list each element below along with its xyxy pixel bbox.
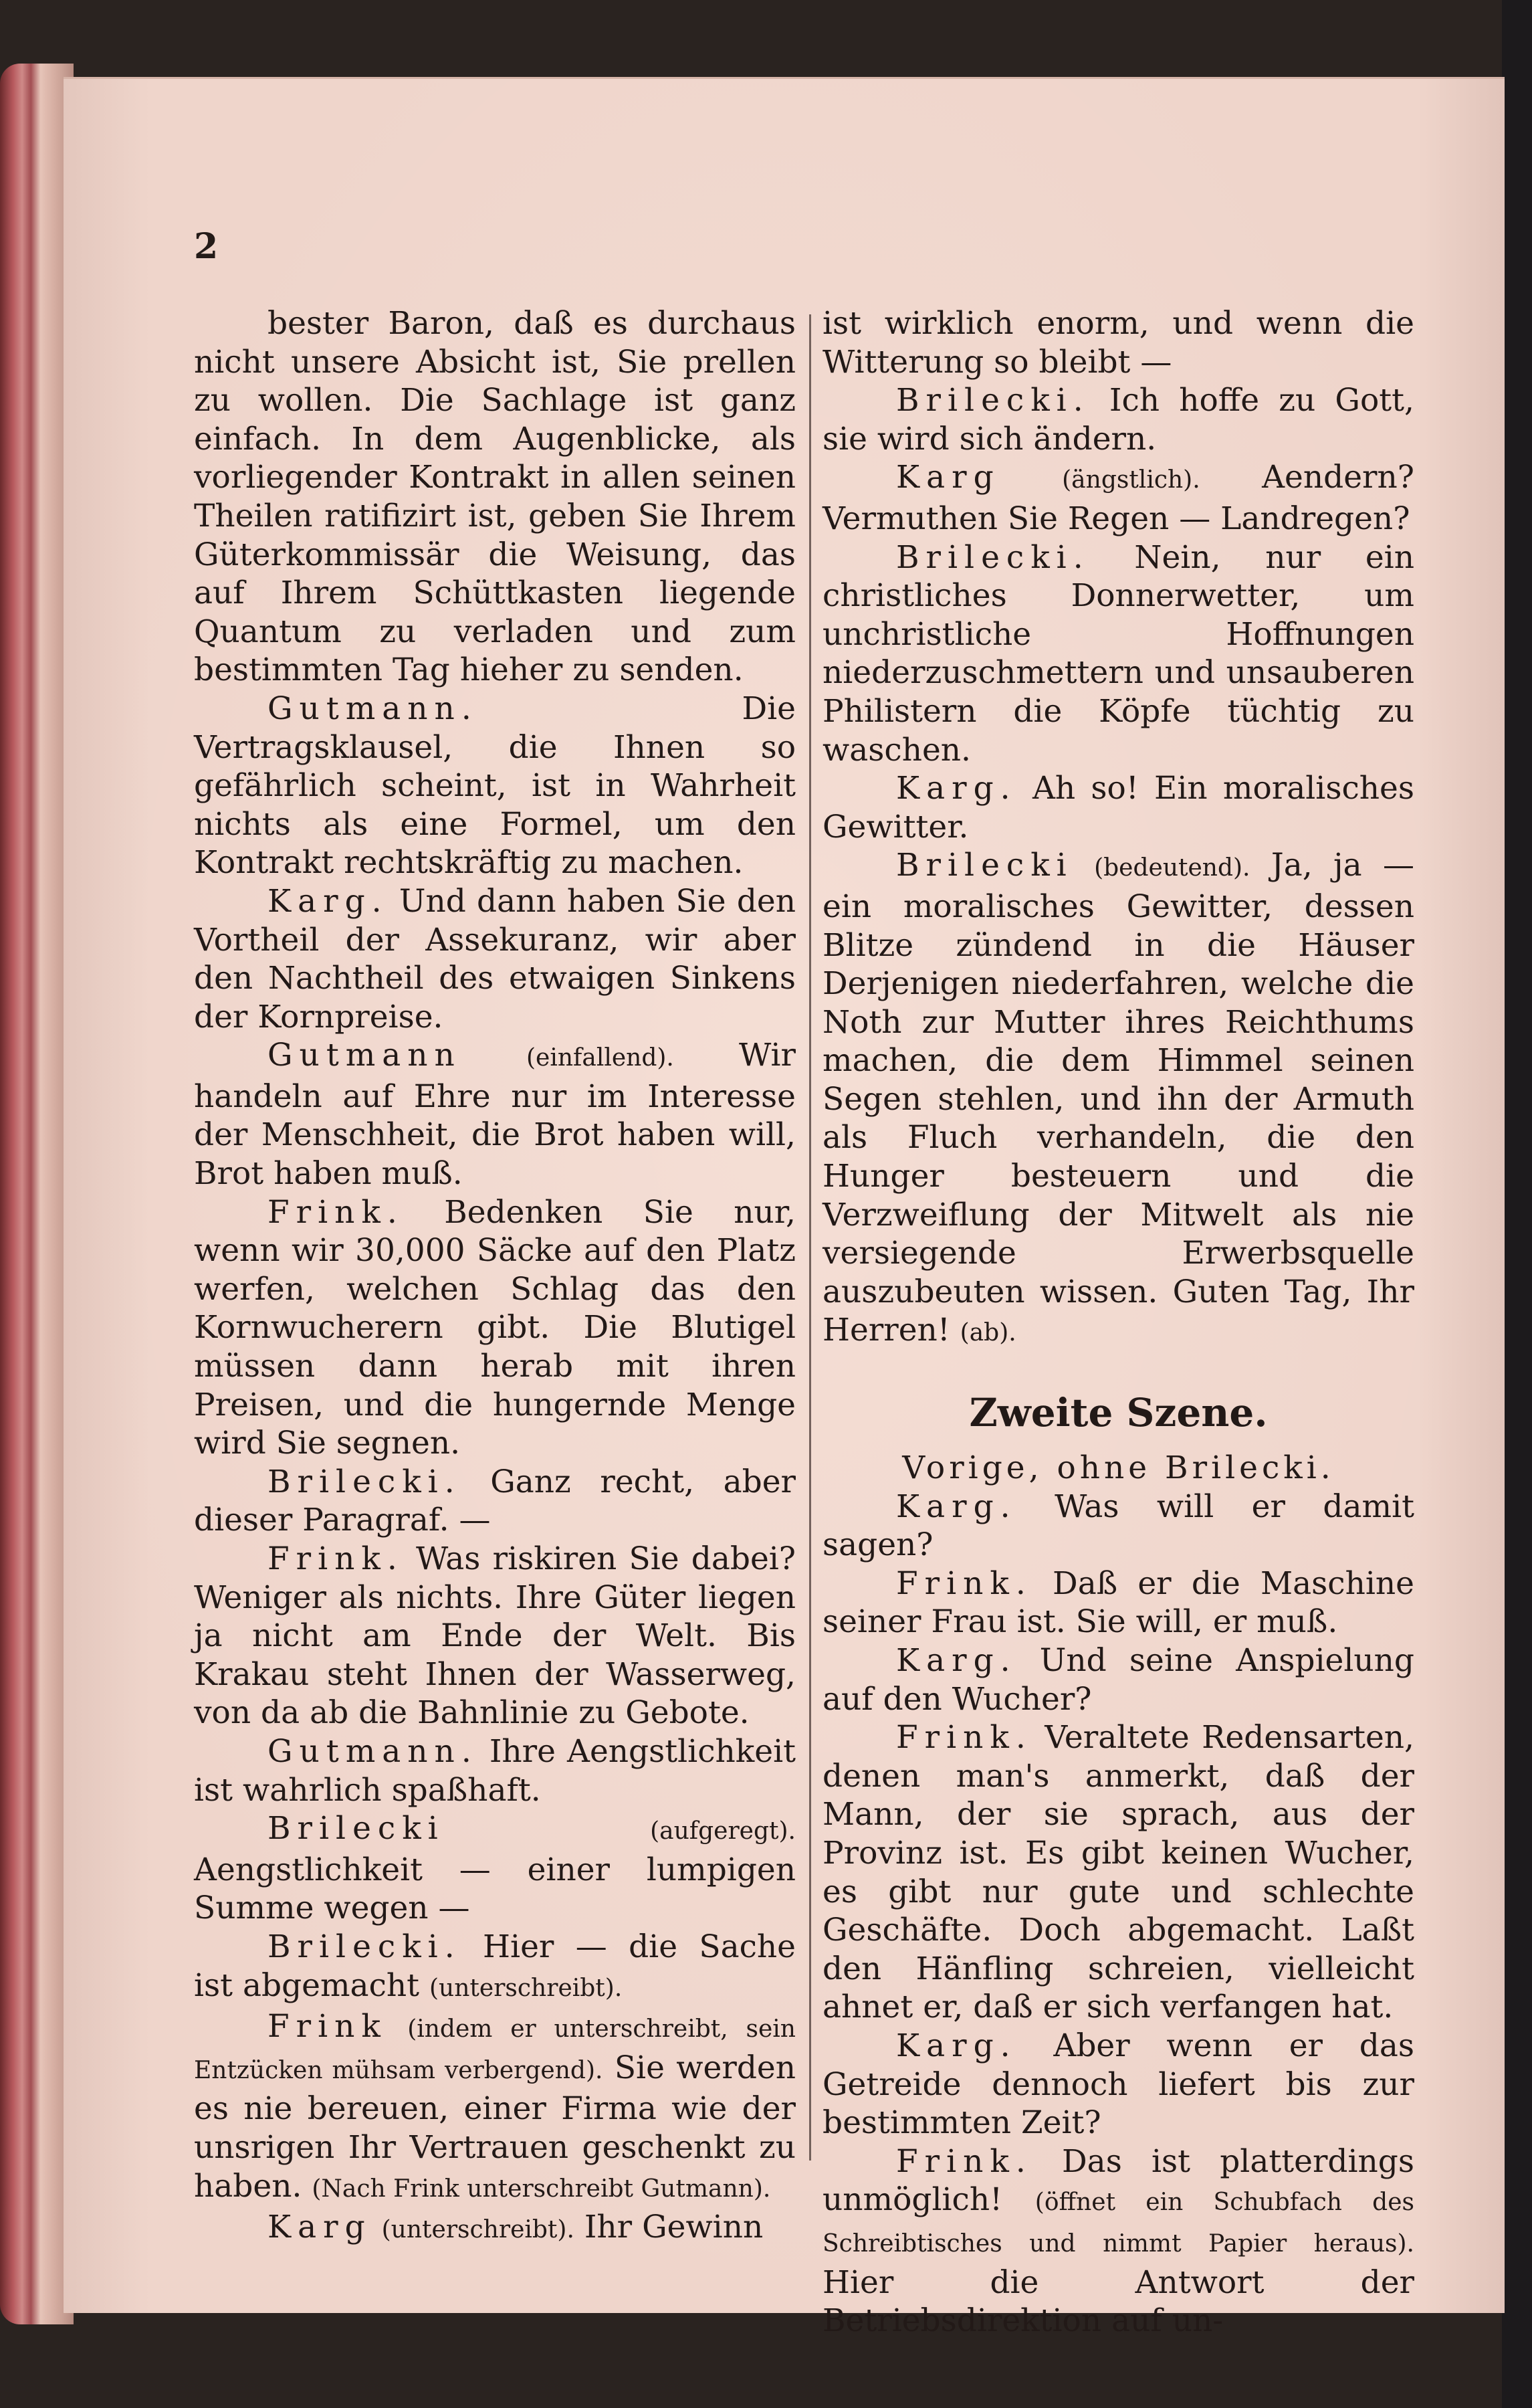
dialogue-text: Hier — die Sache ist abgemacht <box>194 1928 796 2004</box>
stage-direction: (öffnet ein Schubfach des Schreibtisches und nimmt Papier heraus). <box>823 2189 1414 2258</box>
dialogue-text: Aendern? Vermuthen Sie Regen — Landregen? <box>823 459 1414 537</box>
dialogue-text: Was will er damit sagen? <box>823 1488 1414 1564</box>
dialogue-text: Die Vertragsklausel, die Ihnen so gefährlich scheint, ist in Wahrheit nichts als eine Formel, um den Kontrakt rechtskräftig zu machen. <box>194 690 796 882</box>
dialogue-paragraph <box>194 1809 796 1928</box>
stage-direction: (ab). <box>960 1319 1016 1347</box>
dialogue-paragraph <box>194 1036 796 1193</box>
dialogue-text: Und dann haben Sie den Vortheil der Assekuranz, wir aber den Nachtheil des etwaigen Sinkens der Kornpreise. <box>194 882 796 1035</box>
dialogue-paragraph <box>823 846 1414 1352</box>
speaker-name: Karg. <box>896 770 1017 807</box>
dialogue-paragraph <box>823 1488 1414 1565</box>
speaker-name: Brilecki <box>267 1810 445 1847</box>
dialogue-text: Ihre Aengstlichkeit ist wahrlich spaßhaft. <box>194 1732 796 1809</box>
speaker-name: Gutmann. <box>267 690 478 727</box>
dialogue-text: bester Baron, daß es durchaus nicht unsere Absicht ist, Sie prellen zu wollen. Die Sachlage ist ganz einfach. In dem Augenblicke, als vorliegender Kontrakt in allen seinen Theilen ratifizirt ist, geben Sie Ihrem Güterkommissär die Weisung, das auf Ihrem Schüttkasten liegende Quantum zu verladen und zum bestimmten Tag hieher zu senden. <box>194 305 796 689</box>
speaker-name: Brilecki. <box>896 382 1090 419</box>
dialogue-text: Sie werden es nie bereuen, einer Firma wie der unsrigen Ihr Vertrauen geschenkt zu haben. <box>194 2049 796 2205</box>
speaker-name: Karg <box>267 2209 372 2246</box>
stage-direction: (unterschreibt). <box>381 2216 574 2244</box>
speaker-name: Karg. <box>896 1488 1017 1525</box>
speaker-name: Frink. <box>267 1540 404 1577</box>
dialogue-text: ist wirklich enorm, und wenn die Witterung so bleibt — <box>823 305 1414 381</box>
speaker-name: Frink. <box>896 1565 1032 1602</box>
dialogue-text: Ich hoffe zu Gott, sie wird sich ändern. <box>823 382 1414 458</box>
dialogue-text: Bedenken Sie nur, wenn wir 30,000 Säcke auf den Platz werfen, welchen Schlag das den Kornwucherern gibt. Die Blutigel müssen dann herab mit ihren Preisen, und die hungernde Menge wird Sie segnen. <box>194 1193 796 1462</box>
speaker-name: Karg <box>896 459 1000 496</box>
dialogue-text: Ja, ja — ein moralisches Gewitter, dessen Blitze zündend in die Häuser Derjenigen niederfahren, welche die Noth zur Mutter ihres Reichthums machen, die dem Himmel seinen Segen stehlen, und ihn der Armuth als Fluch verhandeln, die den Hunger besteuern und die Verzweiflung der Mitwelt als nie versiegende Erwerbsquelle auszubeuten wissen. Guten Tag, Ihr Herren! <box>823 847 1414 1349</box>
stage-direction: (bedeutend). <box>1094 854 1250 882</box>
speaker-name: Gutmann <box>267 1037 461 1074</box>
dialogue-paragraph <box>823 769 1414 846</box>
dialogue-paragraph <box>823 1565 1414 1641</box>
dialogue-paragraph <box>194 690 796 882</box>
dialogue-paragraph <box>194 2007 796 2208</box>
speaker-name: Brilecki. <box>267 1463 461 1500</box>
dialogue-paragraph <box>823 2027 1414 2142</box>
dialogue-paragraph <box>823 304 1414 381</box>
stage-direction: (Nach Frink unterschreibt Gutmann). <box>312 2175 771 2203</box>
dialogue-paragraph <box>823 458 1414 538</box>
dialogue-text: Ah so! Ein moralisches Gewitter. <box>823 770 1414 845</box>
stage-direction: (unterschreibt). <box>429 1974 623 2002</box>
dialogue-text: Nein, nur ein christliches Donnerwetter, um unchristliche Hoffnungen niederzuschmettern und unsauberen Philistern die Köpfe tüchtig zu waschen. <box>823 538 1414 769</box>
stage-direction: (aufgeregt). <box>650 1817 796 1845</box>
dialogue-paragraph <box>194 1540 796 1732</box>
speaker-name: Gutmann. <box>267 1732 478 1770</box>
speaker-name: Frink. <box>267 1193 404 1231</box>
speaker-name: Karg. <box>896 1642 1017 1679</box>
dialogue-text: Wir handeln auf Ehre nur im Interesse der Menschheit, die Brot haben will, Brot haben muß. <box>194 1037 796 1193</box>
speaker-name: Brilecki. <box>267 1928 461 1965</box>
speaker-name: Brilecki. <box>896 538 1090 576</box>
book-background-right <box>1502 0 1532 2408</box>
dialogue-text: Aengstlichkeit — einer lumpigen Summe wegen — <box>194 1851 796 1927</box>
page-number: 2 <box>194 226 219 267</box>
dialogue-paragraph <box>823 2142 1414 2340</box>
right-column-dialogue-before-scene <box>823 304 1414 1352</box>
stage-direction: (einfallend). <box>526 1044 674 1072</box>
dialogue-text: Ganz recht, aber dieser Paragraf. — <box>194 1463 796 1539</box>
right-column-dialogue-after-scene <box>823 1488 1414 2340</box>
stage-direction: (indem er unterschreibt, sein Entzücken mühsam verbergend). <box>194 2015 796 2084</box>
dialogue-paragraph <box>823 1641 1414 1718</box>
speaker-name: Frink. <box>896 2142 1032 2180</box>
dialogue-text: Ihr Gewinn <box>584 2209 764 2246</box>
dialogue-paragraph <box>194 1463 796 1540</box>
dialogue-paragraph <box>823 1718 1414 2027</box>
dialogue-paragraph <box>194 1193 796 1463</box>
column-divider <box>809 314 811 2161</box>
dialogue-paragraph <box>194 1928 796 2007</box>
scene-persons: Vorige, ohne Brilecki. <box>902 1449 1335 1487</box>
dialogue-paragraph <box>194 1732 796 1809</box>
dialogue-text: Aber wenn er das Getreide dennoch liefert bis zur bestimmten Zeit? <box>823 2027 1414 2142</box>
dialogue-paragraph <box>823 381 1414 458</box>
dialogue-text: Veraltete Redensarten, denen man's anmerkt, daß der Mann, der sie sprach, aus der Provinz ist. Es gibt keinen Wucher, es gibt nur gute und schlechte Geschäfte. Doch abgemacht. Laßt den Hänfling schreien, vielleicht ahnet er, daß er sich verfangen hat. <box>823 1719 1414 2026</box>
speaker-name: Frink <box>267 2008 387 2045</box>
dialogue-text: Daß er die Maschine seiner Frau ist. Sie will, er muß. <box>823 1565 1414 1641</box>
dialogue-text: Was riskiren Sie dabei? Weniger als nichts. Ihre Güter liegen ja nicht am Ende der Welt. Bis Krakau steht Ihnen der Wasserweg, von da ab die Bahnlinie zu Gebote. <box>194 1540 796 1732</box>
dialogue-paragraph <box>823 538 1414 770</box>
speaker-name: Karg. <box>267 882 389 920</box>
dialogue-text: Hier die Antwort der Betriebsdirektion auf un- <box>823 2264 1414 2340</box>
scene-heading: Zweite Szene. <box>969 1390 1268 1436</box>
left-text-column <box>194 304 796 2249</box>
speaker-name: Karg. <box>896 2027 1017 2064</box>
dialogue-paragraph <box>194 882 796 1036</box>
dialogue-paragraph <box>194 304 796 690</box>
dialogue-text: Und seine Anspielung auf den Wucher? <box>823 1642 1414 1718</box>
speaker-name: Brilecki <box>896 847 1073 884</box>
right-text-column <box>823 304 1414 2340</box>
dialogue-text: Das ist platterdings unmöglich! <box>823 2142 1414 2219</box>
stage-direction: (ängstlich). <box>1062 466 1200 494</box>
dialogue-paragraph <box>194 2208 796 2249</box>
book-page-edges <box>0 64 74 2324</box>
speaker-name: Frink. <box>896 1719 1032 1757</box>
